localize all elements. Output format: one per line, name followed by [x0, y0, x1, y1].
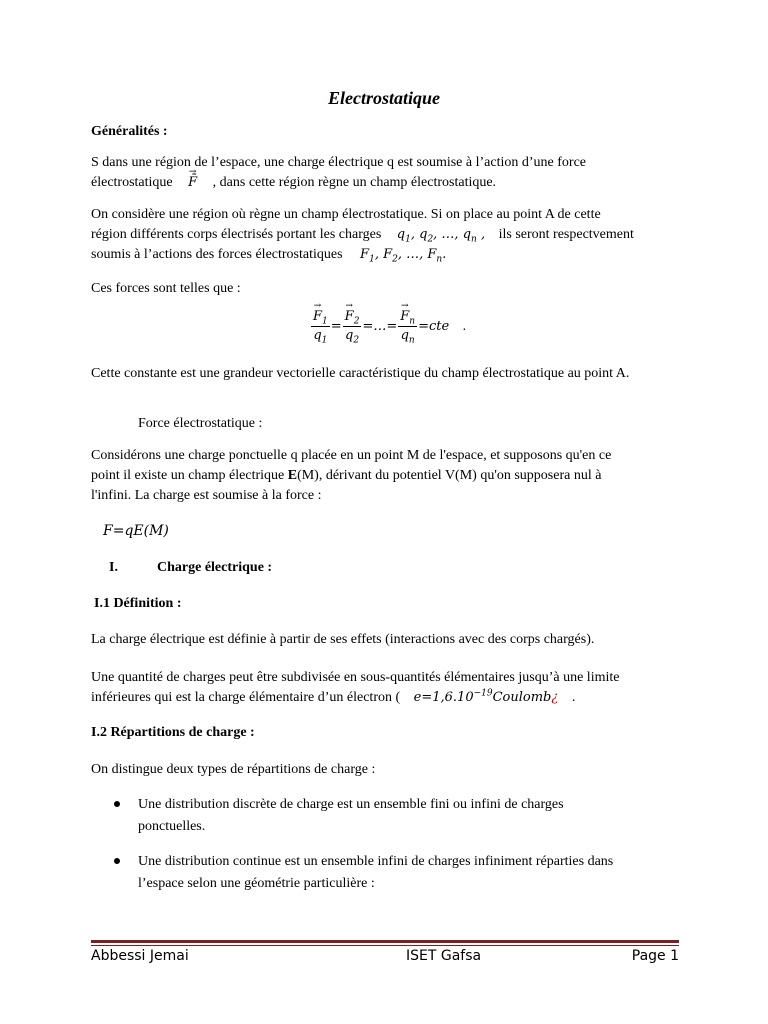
- fraction-2: → $\frac{F_2}{q_2}$: [343, 308, 362, 345]
- paragraph-point-charge-line3: l'infini. La charge est soumise à la force :: [91, 488, 322, 503]
- text-segment: région différents corps électrisés portant les charges: [91, 227, 382, 242]
- field-E-bold: E: [287, 468, 298, 483]
- paragraph-forces: Ces forces sont telles que :: [91, 281, 241, 296]
- equals-ellipsis: =…=: [362, 318, 398, 334]
- list-item-line: Une distribution discrète de charge est un ensemble fini ou infini de charges: [138, 797, 564, 812]
- forces-list: $F_1$, $F_2$, …, $F_n$.: [360, 247, 447, 265]
- force-heading: Force électrostatique :: [138, 416, 263, 431]
- paragraph-definition: La charge électrique est définie à partir de ses effets (interactions avec des corps chargés).: [91, 632, 595, 647]
- section-number: I.: [109, 560, 118, 575]
- paragraph-intro-line1: S dans une région de l’espace, une charge électrique q est soumise à l’action d’une force: [91, 155, 586, 170]
- paragraph-quantity-line2: [91, 688, 681, 708]
- section-title: Charge électrique :: [157, 560, 273, 575]
- text-segment: .: [571, 690, 576, 705]
- list-item-discrete: [138, 795, 683, 837]
- fraction-n: → $\frac{F_n}{q_n}$: [398, 308, 417, 345]
- page-title: Electrostatique: [328, 88, 440, 108]
- equation-dot: .: [462, 318, 467, 334]
- text-segment: soumis à l’actions des forces électrostatiques: [91, 247, 343, 262]
- paragraph-region-line2: [91, 225, 681, 245]
- footer-page-number: Page 1: [631, 948, 679, 964]
- charges-list: $q_1$, $q_2$, …, $q_n$ ,: [396, 227, 486, 245]
- paragraph-point-charge-line2: [91, 466, 681, 486]
- text-segment: , dans cette région règne un champ électrostatique.: [212, 175, 497, 190]
- generalites-heading: Généralités :: [91, 124, 168, 139]
- list-item-line: ponctuelles.: [138, 819, 206, 834]
- fraction-1: → $\frac{F_1}{q_1}$: [311, 308, 330, 345]
- list-item-line: l’espace selon une géométrie particulière :: [138, 876, 375, 891]
- constant-label: =cte: [418, 318, 450, 334]
- electron-charge-formula: $e=1,6.10^{-19}Coulomb¿$: [413, 688, 559, 705]
- paragraph-region-line1: On considère une région où règne un champ électrostatique. Si on place au point A de cette: [91, 207, 601, 222]
- ratio-equation: → $\frac{F_1}{q_1}$ = → $\frac{F_2}{q_2}$ =…= → $\frac{F_n}{q_n}$ =cte .: [310, 308, 466, 350]
- force-formula: F=qE(M): [103, 523, 169, 539]
- paragraph-quantity-line1: Une quantité de charges peut être subdivisée en sous-quantités élémentaires jusqu’à une limite: [91, 670, 620, 685]
- footer-institution: ISET Gafsa: [406, 948, 482, 964]
- text-segment: point il existe un champ électrique: [91, 468, 288, 483]
- text-segment: électrostatique: [91, 175, 173, 190]
- bullet-dot: [114, 858, 120, 864]
- footer-author: Abbessi Jemai: [91, 948, 189, 964]
- paragraph-region-line3: [91, 245, 681, 265]
- paragraph-intro-line2: [91, 173, 681, 193]
- definition-heading: I.1 Définition :: [94, 596, 182, 611]
- bullet-dot: [114, 801, 120, 807]
- paragraph-point-charge-line1: Considérons une charge ponctuelle q placée en un point M de l'espace, et supposons qu'en ce: [91, 448, 612, 463]
- list-item-continuous: [138, 852, 683, 894]
- list-item-line: Une distribution continue est un ensemble infini de charges infiniment réparties dans: [138, 854, 614, 869]
- footer-rule-thin: [91, 945, 679, 946]
- paragraph-types: On distingue deux types de répartitions de charge :: [91, 762, 376, 777]
- repartition-heading: I.2 Répartitions de charge :: [91, 725, 255, 740]
- text-segment: (M), dérivant du potentiel V(M) qu'on supposera nul à: [297, 468, 602, 483]
- paragraph-constant: Cette constante est une grandeur vectorielle caractéristique du champ électrostatique au point A.: [91, 366, 630, 381]
- text-segment: ils seront respectvement: [498, 227, 634, 242]
- footer-rule-thick: [91, 940, 679, 943]
- force-vector-F: → F̄: [188, 173, 197, 193]
- text-segment: inférieures qui est la charge élémentaire d’un électron (: [91, 690, 401, 705]
